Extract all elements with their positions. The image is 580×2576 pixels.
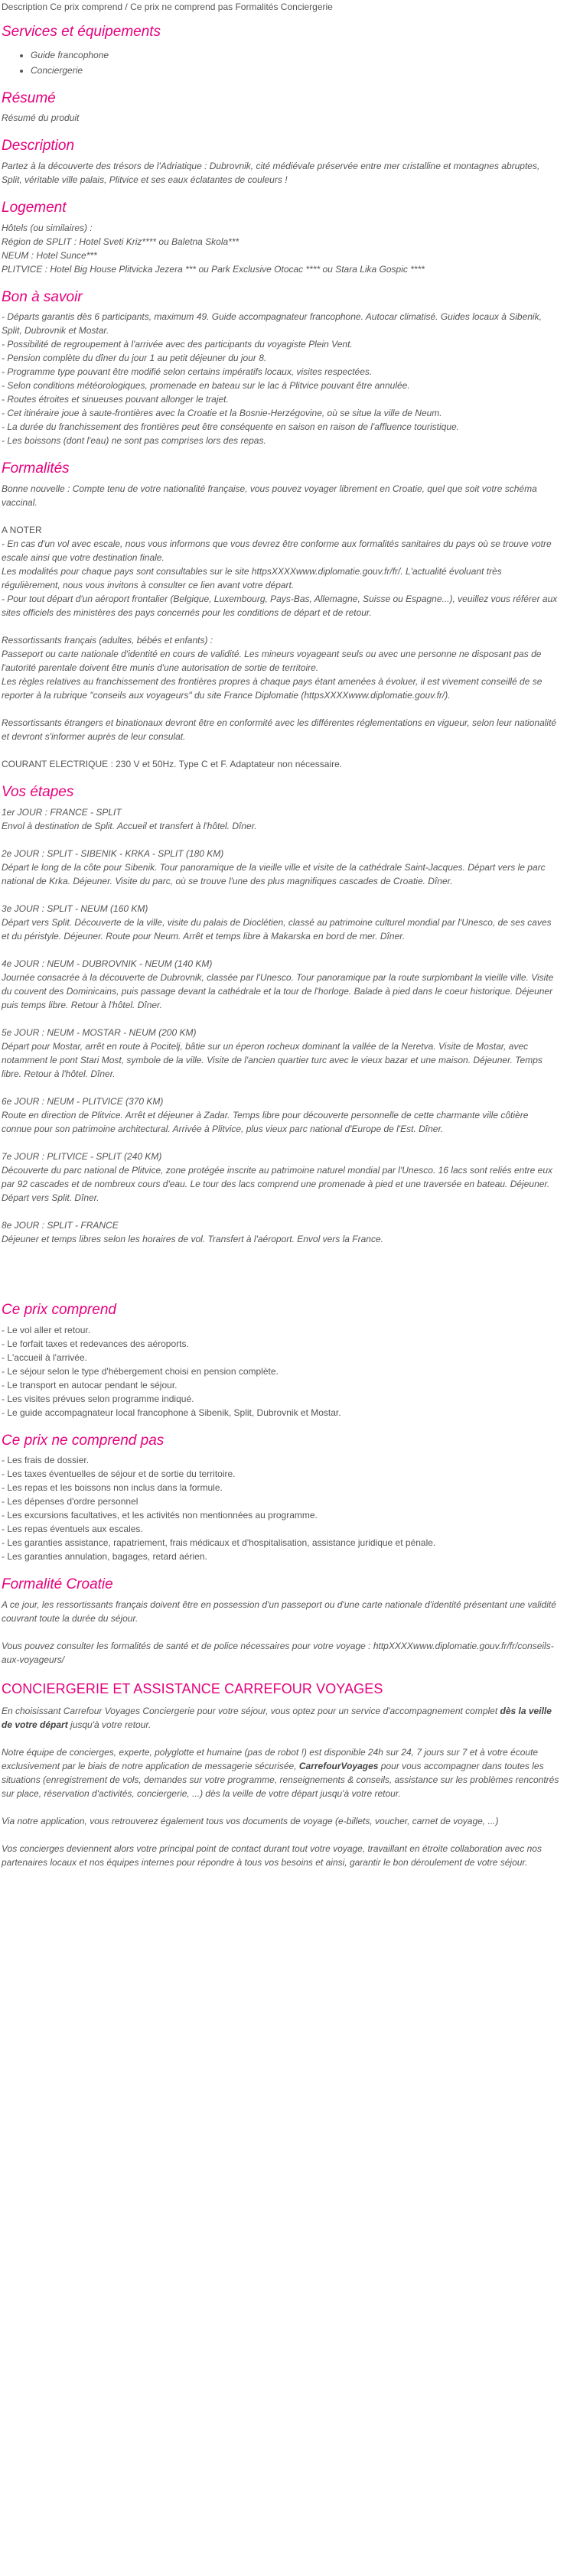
day-text: Envol à destination de Split. Accueil et transfert à l'hôtel. Dîner. xyxy=(2,820,257,831)
conciergerie-p4: Vos concierges deviennent alors votre principal point de contact durant tout votre voyage, travaillant en étroite collaboration avec nos partenaires locaux et nos équipes internes pour répondre à tous vos besoins et ainsi, garantir le bon déroulement de votre séjour. xyxy=(2,1843,542,1868)
comprend-line: - L'accueil à l'arrivée. xyxy=(2,1351,87,1363)
anoter-line: - Pour tout départ d'un aéroport frontalier (Belgique, Luxembourg, Pays-Bas, Allemagne, Suisse ou Espagne...), veuillez vous référer aux sites officiels des ministères des pays concernés pour les conditions de départ et de retour. xyxy=(2,594,558,619)
formalites-intro: Bonne nouvelle : Compte tenu de votre nationalité française, vous pouvez voyager librement en Croatie, quel que soit votre schéma vaccinal. xyxy=(2,483,537,509)
comprend-title: Ce prix comprend xyxy=(2,1301,116,1318)
day-text: Découverte du parc national de Plitvice, zone protégée inscrite au patrimoine naturel mondial par l'Unesco. 16 lacs sont reliés entre eux par 92 cascades et de nombreux cours d'eau. Le tour des lacs comprend une promenade à pied et une traversée en bateau. Déjeuner. Départ vers Split. Dîner. xyxy=(2,1164,553,1203)
day-title: 6e JOUR : NEUM - PLITVICE (370 KM) xyxy=(2,1095,164,1107)
day-text: Journée consacrée à la découverte de Dubrovnik, classée par l'Unesco. Tour panoramique par la route surplombant la vieille ville. Visite du couvent des Dominicains, puis passage devant la cathédrale et la tour de l'horloge. Balade à pied dans le coeur historique. Déjeuner puis temps libre. Retour à l'hôtel. Dîner. xyxy=(2,971,554,1010)
day-text: Déjeuner et temps libres selon les horaires de vol. Transfert à l'aéroport. Envol vers la France. xyxy=(2,1233,383,1244)
formalite-croatie-p2: Vous pouvez consulter les formalités de santé et de police nécessaires pour votre voyage : httpXXXXwww.diplomatie.gouv.fr/fr/conseils-aux-voyageurs/ xyxy=(2,1640,554,1665)
day-item xyxy=(2,1150,559,1205)
day-title: 8e JOUR : SPLIT - FRANCE xyxy=(2,1219,119,1231)
comprend-block xyxy=(2,1323,559,1420)
day-title: 1er JOUR : FRANCE - SPLIT xyxy=(2,806,122,818)
conciergerie-title: CONCIERGERIE ET ASSISTANCE CARREFOUR VOYAGES xyxy=(2,1680,383,1696)
bon-a-savoir-line: - La durée du franchissement des frontières peut être conséquente en saison en raison de l'affluence touristique. xyxy=(2,421,459,433)
resume-title: Résumé xyxy=(2,89,56,106)
bon-a-savoir-line: - Possibilité de regroupement à l'arrivée avec des participants du voyagiste Plein Vent. xyxy=(2,339,353,350)
etapes-title: Vos étapes xyxy=(2,784,74,801)
day-item xyxy=(2,1218,559,1246)
day-item xyxy=(2,1026,559,1081)
comprend-line: - Le transport en autocar pendant le séjour. xyxy=(2,1379,178,1390)
comprend-line: - Le vol aller et retour. xyxy=(2,1324,91,1335)
bon-a-savoir-line: - Selon conditions météorologiques, promenade en bateau sur le lac à Plitvice pouvant être annulée. xyxy=(2,380,410,392)
logement-title: Logement xyxy=(2,200,67,216)
day-text: Départ pour Mostar, arrêt en route à Pocitelj, bâtie sur un éperon rocheux dominant la vallée de la Neretva. Visite de Mostar, avec notamment le pont Stari Most, symbole de la ville. Visite de l'ancien quartier turc avec le vieux bazar et une maison. Déjeuner. Temps libre. Retour à l'hôtel. Dîner. xyxy=(2,1040,543,1079)
day-title: 3e JOUR : SPLIT - NEUM (160 KM) xyxy=(2,903,148,914)
ressortissants-line: Les règles relatives au franchissement des frontières propres à chaque pays étant amenées à évoluer, il est vivement conseillé de se reporter à la rubrique "conseils aux voyageurs" du site France Diplomatie (httpsXXXXwww.diplomatie.gouv.fr/). xyxy=(2,676,543,701)
bon-a-savoir-line: - Les boissons (dont l'eau) ne sont pas comprises lors des repas. xyxy=(2,435,266,447)
formalite-croatie-title: Formalité Croatie xyxy=(2,1576,113,1593)
logement-line: Région de SPLIT : Hotel Sveti Kriz**** ou Baletna Skola*** xyxy=(2,236,239,247)
formalite-croatie-p1: A ce jour, les ressortissants français doivent être en possession d'un passeport ou d'une carte nationale d'identité présentant une validité couvrant toute la durée du séjour. xyxy=(2,1599,556,1624)
anoter-title: A NOTER xyxy=(2,525,42,536)
bon-a-savoir-line: - Cet itinéraire joue à saute-frontières avec la Croatie et la Bosnie-Herzégovine, où se situe la ville de Neum. xyxy=(2,408,442,419)
ne-comprend-line: - Les taxes éventuelles de séjour et de sortie du territoire. xyxy=(2,1469,236,1480)
conciergerie-p2 xyxy=(2,1745,559,1800)
comprend-line: - Le guide accompagnateur local francophone à Sibenik, Split, Dubrovnik et Mostar. xyxy=(2,1407,341,1418)
day-title: 5e JOUR : NEUM - MOSTAR - NEUM (200 KM) xyxy=(2,1026,197,1038)
anoter-line: Les modalités pour chaque pays sont consultables sur le site httpsXXXXwww.diplomatie.gouv.fr/fr/. L'actualité évoluant très régulièrement, nous vous invitons à consulter ce lien avant votre départ. xyxy=(2,566,502,591)
formalite-croatie-block xyxy=(2,1598,559,1667)
day-item xyxy=(2,847,559,888)
etapes-block xyxy=(2,805,559,1246)
comprend-line: - Le séjour selon le type d'hébergement choisi en pension complète. xyxy=(2,1365,279,1377)
bon-a-savoir-line: - Départs garantis dès 6 participants, maximum 49. Guide accompagnateur francophone. Autocar climatisé. Guides locaux à Sibenik, Split, Dubrovnik et Mostar. xyxy=(2,311,542,337)
day-title: 4e JOUR : NEUM - DUBROVNIK - NEUM (140 KM) xyxy=(2,958,213,969)
conciergerie-p1 xyxy=(2,1704,559,1732)
conciergerie-block xyxy=(2,1704,559,1869)
conciergerie-p1-end: jusqu'à votre retour. xyxy=(67,1719,152,1730)
ne-comprend-line: - Les garanties annulation, bagages, retard aérien. xyxy=(2,1551,207,1563)
conciergerie-p1-bold: dès la veille de votre départ xyxy=(2,1705,552,1730)
day-item xyxy=(2,1094,559,1136)
logement-line: Hôtels (ou similaires) : xyxy=(2,222,93,233)
day-text: Route en direction de Plitvice. Arrêt et déjeuner à Zadar. Temps libre pour découverte personnelle de cette charmante ville côtière connue pour son patrimoine architectural. Arrivée à Plitvice, plus vieux parc national d'Europe de l'Est. Dîner. xyxy=(2,1109,529,1134)
conciergerie-app-name: CarrefourVoyages xyxy=(298,1760,379,1771)
day-title: 2e JOUR : SPLIT - SIBENIK - KRKA - SPLIT (180 KM) xyxy=(2,847,224,859)
bon-a-savoir-line: - Pension complète du dîner du jour 1 au petit déjeuner du jour 8. xyxy=(2,353,267,364)
bon-a-savoir-line: - Programme type pouvant être modifié selon certains impératifs locaux, visites respectées. xyxy=(2,366,373,378)
logement-line: PLITVICE : Hotel Big House Plitvicka Jezera *** ou Park Exclusive Otocac **** ou Stara Lika Gospic **** xyxy=(2,263,425,275)
conciergerie-p2-text: Notre équipe de concierges, experte, polyglotte et humaine (pas de robot !) est disponible 24h sur 24, 7 jours sur 7 et à votre écoute exclusivement par le biais de notre application de messagerie sécurisée, xyxy=(2,1746,539,1771)
ne-comprend-line: - Les repas et les boissons non inclus dans la formule. xyxy=(2,1482,223,1494)
logement-block xyxy=(2,221,559,276)
conciergerie-p1-text: En choisissant Carrefour Voyages Conciergerie pour votre séjour, vous optez pour un service d'accompagnement complet xyxy=(2,1705,500,1716)
day-text: Départ le long de la côte pour Sibenik. Tour panoramique de la vieille ville et visite de la cathédrale Saint-Jacques. Départ vers le parc national de Krka. Déjeuner. Visite du parc, où se trouve l'une des plus magnifiques cascades de Croatie. Dîner. xyxy=(2,861,546,886)
formalites-title: Formalités xyxy=(2,460,70,477)
ne-comprend-line: - Les garanties assistance, rapatriement, frais médicaux et d'hospitalisation, assistance juridique et pénale. xyxy=(2,1537,436,1549)
ne-comprend-block xyxy=(2,1453,559,1563)
services-list xyxy=(2,48,559,77)
ne-comprend-title: Ce prix ne comprend pas xyxy=(2,1432,165,1449)
formalites-block xyxy=(2,482,559,771)
conciergerie-p3: Via notre application, vous retrouverez également tous vos documents de voyage (e-billets, voucher, carnet de voyage, ...) xyxy=(2,1815,499,1826)
logement-line: NEUM : Hotel Sunce*** xyxy=(2,249,97,261)
services-title: Services et équipements xyxy=(2,24,161,40)
etrangers-text: Ressortissants étrangers et binationaux devront être en conformité avec les différentes réglementations en vigueur, selon leur nationalité et devront s'informer auprès de leur consulat. xyxy=(2,717,557,743)
bon-a-savoir-title: Bon à savoir xyxy=(2,288,83,305)
resume-text: Résumé du produit xyxy=(2,112,80,124)
description-text: Partez à la découverte des trésors de l'Adriatique : Dubrovnik, cité médiévale préservée entre mer cristalline et montagnes abruptes, Split, véritable ville palais, Plitvice et ses eaux éclatantes de couleurs ! xyxy=(2,161,540,186)
comprend-line: - Les visites prévues selon programme indiqué. xyxy=(2,1393,194,1404)
ressortissants-line: Passeport ou carte nationale d'identité en cours de validité. Les mineurs voyageant seuls ou avec une personne ne disposant pas de l'autorité parentale doivent être munis d'une autorisation de sortie de territoire. xyxy=(2,649,542,674)
ne-comprend-line: - Les excursions facultatives, et les activités non mentionnées au programme. xyxy=(2,1510,318,1521)
day-title: 7e JOUR : PLITVICE - SPLIT (240 KM) xyxy=(2,1150,162,1162)
ne-comprend-line: - Les frais de dossier. xyxy=(2,1455,90,1466)
anoter-line: - En cas d'un vol avec escale, nous vous informons que vous devrez être conforme aux formalités sanitaires du pays où se trouve votre escale ainsi que votre destination finale. xyxy=(2,538,552,564)
bon-a-savoir-line: - Routes étroites et sinueuses pouvant allonger le trajet. xyxy=(2,394,229,405)
day-item xyxy=(2,805,559,833)
day-item xyxy=(2,902,559,943)
comprend-line: - Le forfait taxes et redevances des aéroports. xyxy=(2,1338,189,1349)
service-item: • Guide francophone xyxy=(31,48,559,62)
ne-comprend-line: - Les dépenses d'ordre personnel xyxy=(2,1496,138,1508)
courant-text: COURANT ELECTRIQUE : 230 V et 50Hz. Type C et F. Adaptateur non nécessaire. xyxy=(2,759,343,770)
breadcrumb[interactable]: Description Ce prix comprend / Ce prix ne comprend pas Formalités Conciergerie xyxy=(2,2,333,12)
conciergerie-p2-end: pour vous accompagner dans toutes les situations (enregistrement de vols, demandes sur votre programme, renseignements & conseils, assistance sur les problèmes rencontrés sur place, réservation d'activités, conciergerie, ...) dès la veille de votre départ jusqu'à votre retour. xyxy=(2,1760,559,1799)
day-text: Départ vers Split. Découverte de la ville, visite du palais de Dioclétien, classé au patrimoine culturel mondial par l'Unesco, de ses caves et du péristyle. Déjeuner. Route pour Neum. Arrêt et temps libre à Makarska en bord de mer. Dîner. xyxy=(2,916,552,942)
day-item xyxy=(2,957,559,1012)
ressortissants-line: Ressortissants français (adultes, bébés et enfants) : xyxy=(2,635,213,646)
bon-a-savoir-block xyxy=(2,310,559,447)
ne-comprend-line: - Les repas éventuels aux escales. xyxy=(2,1524,143,1535)
service-item: • Conciergerie xyxy=(31,63,559,77)
description-title: Description xyxy=(2,138,75,154)
